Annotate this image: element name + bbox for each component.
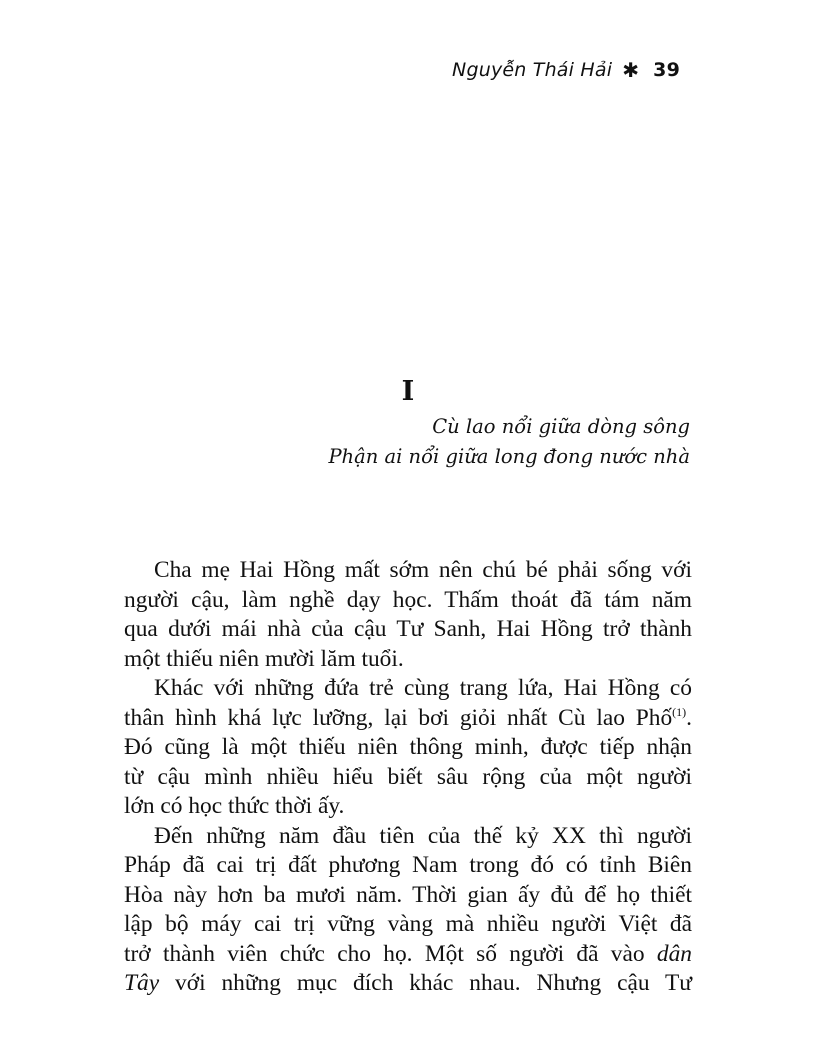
asterisk-separator-icon: ✱ <box>622 58 640 82</box>
paragraph-line: lớn có học thức thời ấy. <box>124 793 345 819</box>
italic-term: dân <box>656 940 692 967</box>
paragraph-line: từ cậu mình nhiều hiểu biết sâu rộng của một người <box>124 763 692 790</box>
paragraph-line-with-footnote <box>124 704 692 734</box>
paragraph-text: thân hình khá lực lưỡng, lại bơi giỏi nhất Cù lao Phố <box>124 704 673 731</box>
paragraph-line: lập bộ máy cai trị vững vàng mà nhiều người Việt đã <box>124 911 692 937</box>
page-number: 39 <box>653 59 680 81</box>
paragraph-line: Pháp đã cai trị đất phương Nam trong đó có tỉnh Biên <box>124 852 692 878</box>
paragraph-line <box>124 940 692 970</box>
paragraph-text: trở thành viên chức cho họ. Một số người đã vào <box>124 940 645 967</box>
paragraph-line: một thiếu niên mười lăm tuổi. <box>124 645 404 672</box>
paragraph-line: Đó cũng là một thiếu niên thông minh, được tiếp nhận <box>124 734 692 760</box>
epigraph-line: Phận ai nổi giữa long đong nước nhà <box>328 445 690 468</box>
sentence-period: . <box>686 704 692 731</box>
author-name: Nguyễn Thái Hải <box>452 59 613 81</box>
paragraph-line: Cha mẹ Hai Hồng mất sớm nên chú bé phải sống với <box>154 557 692 583</box>
paragraph-text: với những mục đích khác nhau. Nhưng cậu Tư <box>175 970 692 996</box>
body-text <box>124 556 692 999</box>
footnote-reference[interactable]: (1) <box>672 704 687 719</box>
paragraph-line: Hòa này hơn ba mươi năm. Thời gian ấy đủ để họ thiết <box>124 881 692 908</box>
paragraph-line: Khác với những đứa trẻ cùng trang lứa, Hai Hồng có <box>154 675 692 701</box>
italic-term: Tây <box>124 970 160 996</box>
paragraph-line <box>124 969 692 999</box>
running-header <box>452 58 680 82</box>
paragraph-line: Đến những năm đầu tiên của thế kỷ XX thì người <box>154 822 692 849</box>
epigraph-line: Cù lao nổi giữa dòng sông <box>432 415 690 438</box>
paragraph-line: người cậu, làm nghề dạy học. Thấm thoát đã tám năm <box>124 586 692 613</box>
epigraph <box>328 412 690 472</box>
paragraph-line: qua dưới mái nhà của cậu Tư Sanh, Hai Hồng trở thành <box>124 616 692 642</box>
chapter-number: I <box>401 376 415 407</box>
